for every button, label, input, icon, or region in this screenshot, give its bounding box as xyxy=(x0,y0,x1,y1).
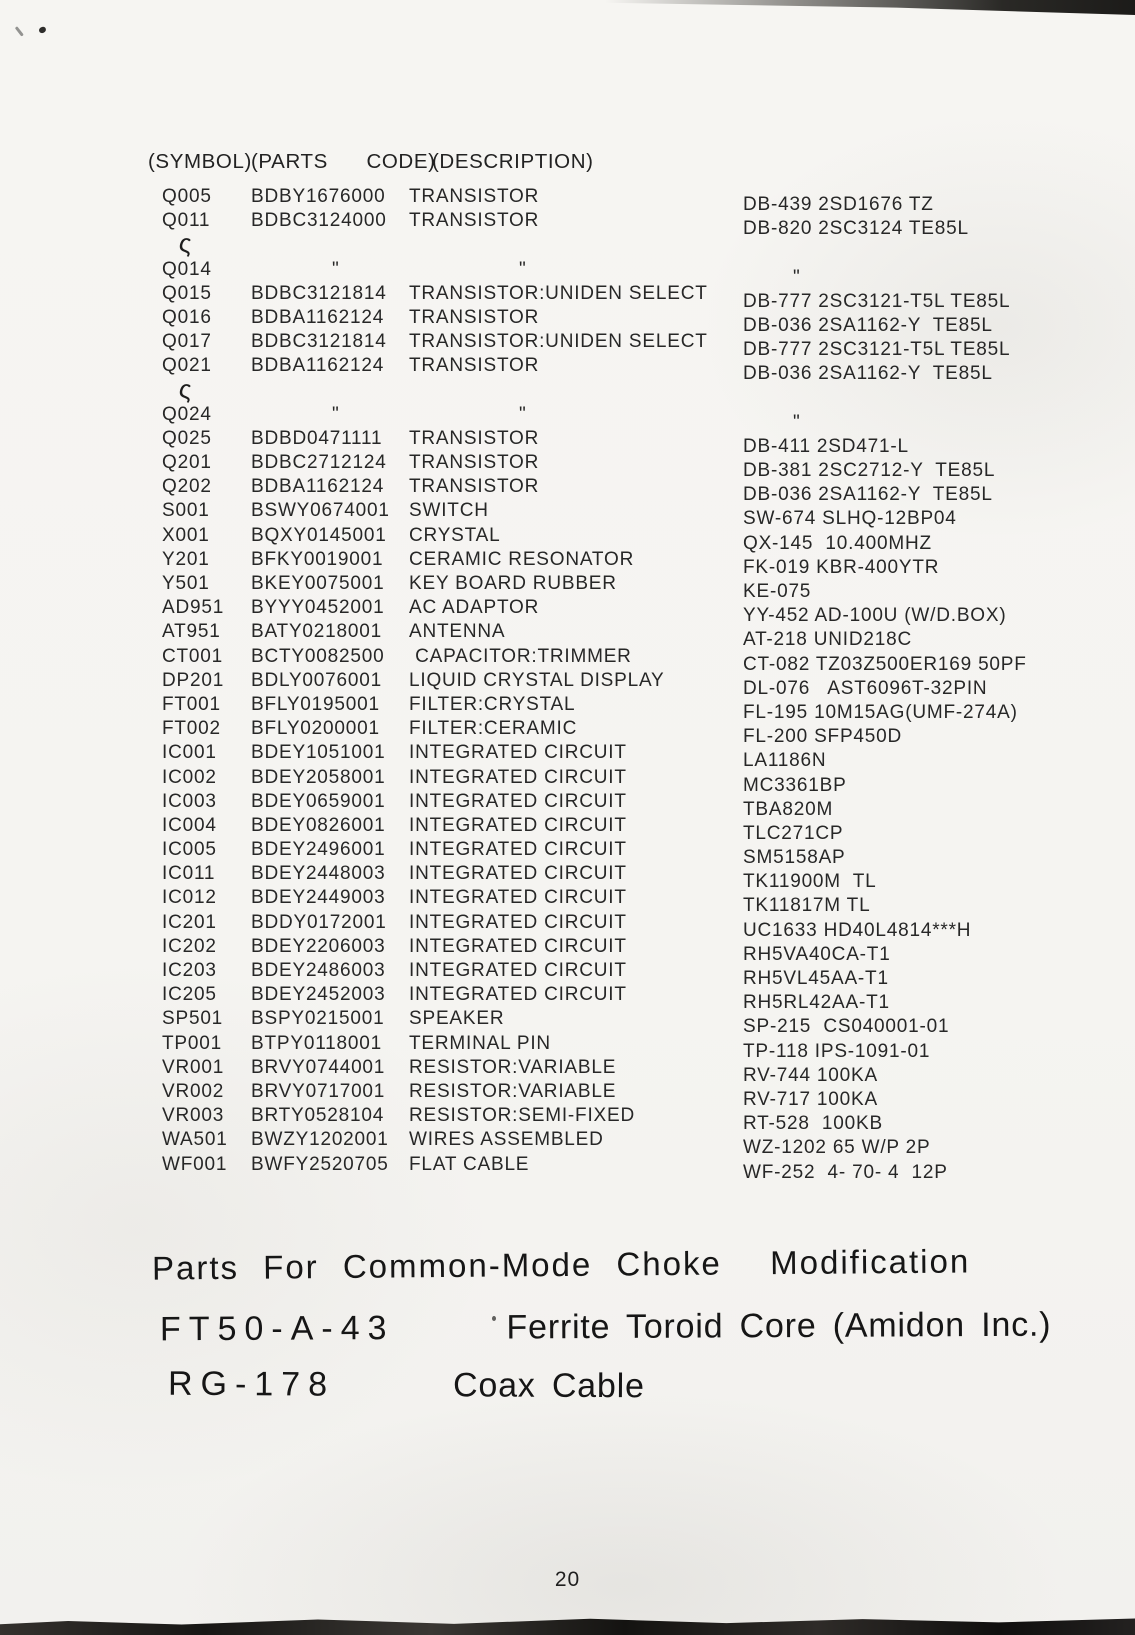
symbol-cell: TP001 xyxy=(162,1032,222,1054)
symbol-cell: IC012 xyxy=(162,887,217,909)
parts-code-cell: BTPY0118001 xyxy=(251,1032,382,1054)
info-cell: RH5VL45AA-T1 xyxy=(743,968,889,989)
symbol-cell: IC003 xyxy=(162,790,217,812)
info-cell: " xyxy=(793,411,801,433)
table-row xyxy=(0,1129,1135,1159)
info-cell: TK11817M TL xyxy=(743,895,871,917)
description-cell: INTEGRATED CIRCUIT xyxy=(409,960,627,981)
parts-code-cell: BDEY2058001 xyxy=(251,766,386,788)
symbol-cell: IC205 xyxy=(162,984,217,1006)
header-description: (DESCRIPTION) xyxy=(432,150,594,173)
description-cell: INTEGRATED CIRCUIT xyxy=(409,984,627,1006)
symbol-cell: Q202 xyxy=(162,476,212,498)
table-row xyxy=(0,960,1135,989)
symbol-cell: IC002 xyxy=(162,766,217,788)
parts-code-cell: BRVY0717001 xyxy=(251,1080,386,1102)
description-cell: FLAT CABLE xyxy=(409,1153,530,1175)
table-row xyxy=(0,742,1135,772)
symbol-cell: DP201 xyxy=(162,669,225,691)
symbol-cell: FT001 xyxy=(162,693,221,715)
description-cell: INTEGRATED CIRCUIT xyxy=(409,911,627,933)
description-cell: TERMINAL PIN xyxy=(409,1032,551,1054)
table-row xyxy=(0,839,1135,869)
symbol-cell: Q017 xyxy=(162,331,212,353)
info-cell: DL-076 AST6096T-32PIN xyxy=(743,677,988,699)
table-row xyxy=(0,186,1135,215)
info-cell: TP-118 IPS-1091-01 xyxy=(743,1040,931,1062)
description-cell: INTEGRATED CIRCUIT xyxy=(409,839,627,861)
header-symbol: (SYMBOL) xyxy=(148,150,252,173)
info-cell: AT-218 UNID218C xyxy=(743,629,912,651)
parts-code-cell: BDBC2712124 xyxy=(251,452,387,474)
info-cell: FL-200 SFP450D xyxy=(743,726,903,748)
table-row xyxy=(0,1153,1135,1183)
scan-artifact-top-streak xyxy=(605,0,1135,17)
parts-code-cell: " xyxy=(332,258,340,280)
table-row xyxy=(0,282,1135,312)
parts-code-cell: BYYY0452001 xyxy=(251,597,385,619)
info-cell: RH5RL42AA-T1 xyxy=(743,992,890,1014)
table-row xyxy=(0,1080,1135,1110)
parts-code-cell: BDEY1051001 xyxy=(251,742,386,764)
symbol-cell: WA501 xyxy=(162,1129,228,1151)
symbol-cell: AT951 xyxy=(162,621,221,643)
symbol-cell: FT002 xyxy=(162,718,221,740)
symbol-cell: Q024 xyxy=(162,403,212,425)
description-cell: TRANSISTOR xyxy=(409,355,540,377)
table-column-header xyxy=(0,150,1135,176)
header-parts-code: (PARTS CODE) xyxy=(251,150,436,173)
table-row xyxy=(0,548,1135,578)
table-row xyxy=(0,210,1135,240)
symbol-cell: Q201 xyxy=(162,452,212,474)
description-cell: INTEGRATED CIRCUIT xyxy=(409,790,627,812)
description-cell: INTEGRATED CIRCUIT xyxy=(409,742,627,764)
description-cell: RESISTOR:SEMI-FIXED xyxy=(409,1105,635,1127)
info-cell: WZ-1202 65 W/P 2P xyxy=(743,1137,931,1159)
description-cell: TRANSISTOR:UNIDEN SELECT xyxy=(409,282,708,304)
description-cell: CAPACITOR:TRIMMER xyxy=(409,645,632,667)
info-cell: YY-452 AD-100U (W/D.BOX) xyxy=(743,605,1007,627)
parts-code-cell: BCTY0082500 xyxy=(251,645,385,667)
description-cell: AC ADAPTOR xyxy=(409,597,540,619)
symbol-cell: IC011 xyxy=(162,863,216,885)
description-cell: INTEGRATED CIRCUIT xyxy=(409,887,627,909)
table-row xyxy=(0,621,1135,651)
symbol-cell: IC004 xyxy=(162,814,217,836)
info-cell: UC1633 HD40L4814***H xyxy=(743,919,972,941)
description-cell: SWITCH xyxy=(409,500,489,522)
info-cell: " xyxy=(793,266,801,288)
table-row xyxy=(0,814,1135,844)
symbol-cell: Q005 xyxy=(162,186,212,207)
handwritten-note-ferrite xyxy=(160,1306,1052,1350)
info-cell: LA1186N xyxy=(743,750,827,772)
description-cell: TRANSISTOR:UNIDEN SELECT xyxy=(409,331,708,353)
info-cell: FK-019 KBR-400YTR xyxy=(743,556,940,578)
table-row xyxy=(0,331,1135,361)
table-row xyxy=(0,863,1135,893)
info-cell: KE-075 xyxy=(743,581,812,602)
parts-code-cell: BFLY0200001 xyxy=(251,718,380,740)
symbol-cell: CT001 xyxy=(162,645,224,667)
table-row xyxy=(0,427,1135,457)
info-cell: WF-252 4- 70- 4 12P xyxy=(743,1161,948,1183)
handwritten-ferrite-text: Ferrite Toroid Core (Amidon Inc.) xyxy=(506,1305,1052,1347)
parts-code-cell: BRVY0744001 xyxy=(251,1056,386,1078)
description-cell: " xyxy=(519,403,527,425)
symbol-cell: Q014 xyxy=(162,258,212,280)
parts-code-cell: BSPY0215001 xyxy=(251,1008,385,1030)
info-cell: TLC271CP xyxy=(743,822,844,844)
symbol-cell: AD951 xyxy=(162,597,225,619)
description-cell: TRANSISTOR xyxy=(409,210,540,232)
table-row xyxy=(0,718,1135,748)
table-row xyxy=(0,524,1135,554)
parts-code-cell: BWZY1202001 xyxy=(251,1129,389,1151)
info-cell: RT-528 100KB xyxy=(743,1113,883,1135)
info-cell: SW-674 SLHQ-12BP04 xyxy=(743,508,957,530)
table-row xyxy=(0,1105,1135,1135)
description-cell: INTEGRATED CIRCUIT xyxy=(409,766,627,788)
symbol-cell: WF001 xyxy=(162,1153,228,1175)
info-cell: DB-036 2SA1162-Y TE85L xyxy=(743,363,993,385)
symbol-cell: X001 xyxy=(162,524,210,546)
description-cell: ANTENNA xyxy=(409,621,506,643)
parts-code-cell: BDBY1676000 xyxy=(251,186,386,207)
info-cell: DB-036 2SA1162-Y TE85L xyxy=(743,314,993,336)
info-cell: RH5VA40CA-T1 xyxy=(743,943,891,965)
description-cell: INTEGRATED CIRCUIT xyxy=(409,863,627,885)
table-row xyxy=(0,1056,1135,1086)
symbol-cell: Q025 xyxy=(162,427,212,449)
description-cell: CRYSTAL xyxy=(409,524,501,546)
symbol-cell: Q016 xyxy=(162,306,212,328)
parts-code-cell: BWFY2520705 xyxy=(251,1153,389,1175)
table-row xyxy=(0,597,1135,627)
description-cell: TRANSISTOR xyxy=(409,452,540,474)
info-cell: CT-082 TZ03Z500ER169 50PF xyxy=(743,653,1027,675)
parts-code-cell: BDEY2486003 xyxy=(251,960,386,981)
description-cell: RESISTOR:VARIABLE xyxy=(409,1056,617,1078)
parts-code-cell: BDEY0659001 xyxy=(251,790,386,812)
description-cell: TRANSISTOR xyxy=(409,427,540,449)
parts-code-cell: BSWY0674001 xyxy=(251,500,390,522)
handwritten-note-coax xyxy=(168,1365,645,1406)
page-number: 20 xyxy=(554,1568,581,1591)
info-cell: SM5158AP xyxy=(743,847,846,869)
handwritten-part-rg178: RG-178 xyxy=(167,1364,336,1404)
symbol-cell: Q015 xyxy=(162,282,212,304)
info-cell: DB-777 2SC3121-T5L TE85L xyxy=(743,339,1011,361)
description-cell: LIQUID CRYSTAL DISPLAY xyxy=(409,669,665,691)
info-cell: DB-820 2SC3124 TE85L xyxy=(743,218,969,240)
symbol-cell: S001 xyxy=(162,500,210,522)
parts-code-cell: BFLY0195001 xyxy=(251,693,380,715)
info-cell: TK11900M TL xyxy=(743,871,877,893)
parts-code-cell: BATY0218001 xyxy=(251,621,382,643)
description-cell: RESISTOR:VARIABLE xyxy=(409,1080,617,1102)
symbol-cell: Y201 xyxy=(162,548,210,570)
table-row xyxy=(0,984,1135,1014)
description-cell: INTEGRATED CIRCUIT xyxy=(409,935,627,957)
parts-code-cell: BQXY0145001 xyxy=(251,524,387,546)
parts-code-cell: BDBC3124000 xyxy=(251,210,387,232)
symbol-cell: IC203 xyxy=(162,960,217,981)
table-row xyxy=(0,476,1135,506)
description-cell: INTEGRATED CIRCUIT xyxy=(409,814,627,836)
table-row xyxy=(0,573,1135,602)
info-cell: FL-195 10M15AG(UMF-274A) xyxy=(743,701,1018,723)
description-cell: FILTER:CRYSTAL xyxy=(409,693,576,715)
parts-code-cell: " xyxy=(332,403,340,425)
parts-code-cell: BDDY0172001 xyxy=(251,911,387,933)
range-squiggle-mark: ς xyxy=(177,227,194,259)
info-cell: DB-439 2SD1676 TZ xyxy=(743,194,934,215)
symbol-cell: IC202 xyxy=(162,935,217,957)
parts-code-cell: BDEY0826001 xyxy=(251,814,386,836)
range-squiggle-mark: ς xyxy=(177,372,194,405)
table-row xyxy=(0,355,1135,385)
parts-code-cell: BDBA1162124 xyxy=(251,355,385,377)
table-row xyxy=(0,935,1135,965)
handwritten-note-title: Parts For Common-Mode Choke Modification xyxy=(151,1242,971,1287)
handwritten-coax-text: Coax Cable xyxy=(452,1366,645,1406)
symbol-cell: IC001 xyxy=(162,742,217,764)
info-cell: RV-717 100KA xyxy=(743,1088,878,1110)
table-row xyxy=(0,306,1135,336)
parts-code-cell: BRTY0528104 xyxy=(251,1105,385,1127)
table-row xyxy=(0,1032,1135,1062)
info-cell: TBA820M xyxy=(743,798,834,820)
parts-code-cell: BKEY0075001 xyxy=(251,573,385,594)
ink-dot-mark xyxy=(492,1316,496,1321)
parts-code-cell: BDBD0471111 xyxy=(251,427,383,449)
info-cell: DB-036 2SA1162-Y TE85L xyxy=(743,484,993,506)
table-row xyxy=(0,911,1135,941)
table-row xyxy=(0,1008,1135,1038)
scan-artifact-bottom-band xyxy=(0,1617,1135,1635)
parts-code-cell: BDBC3121814 xyxy=(251,331,387,353)
symbol-cell: VR001 xyxy=(162,1056,225,1078)
handwritten-part-ft50: FT50-A-43 xyxy=(159,1309,395,1349)
table-row xyxy=(0,645,1135,675)
table-row xyxy=(0,452,1135,482)
parts-code-cell: BDEY2452003 xyxy=(251,984,386,1006)
parts-code-cell: BFKY0019001 xyxy=(251,548,384,570)
table-row xyxy=(0,500,1135,530)
symbol-cell: VR002 xyxy=(162,1080,225,1102)
table-row xyxy=(0,403,1135,433)
table-row xyxy=(0,766,1135,796)
table-row xyxy=(0,669,1135,699)
table-row xyxy=(0,887,1135,917)
handwritten-gap xyxy=(395,1339,507,1340)
parts-code-cell: BDLY0076001 xyxy=(251,669,382,691)
parts-code-cell: BDEY2449003 xyxy=(251,887,386,909)
info-cell: RV-744 100KA xyxy=(743,1064,878,1086)
pen-mark-tick xyxy=(15,26,24,36)
symbol-cell: Q021 xyxy=(162,355,212,377)
table-row xyxy=(0,258,1135,288)
parts-code-cell: BDEY2206003 xyxy=(251,935,386,957)
parts-code-cell: BDBA1162124 xyxy=(251,306,385,328)
description-cell: TRANSISTOR xyxy=(409,186,540,207)
handwritten-gap xyxy=(335,1396,453,1397)
description-cell: CERAMIC RESONATOR xyxy=(409,548,635,570)
symbol-cell: IC201 xyxy=(162,911,217,933)
parts-code-cell: BDEY2448003 xyxy=(251,863,386,885)
info-cell: DB-411 2SD471-L xyxy=(743,435,909,457)
description-cell: " xyxy=(519,258,527,280)
info-cell: SP-215 CS040001-01 xyxy=(743,1016,950,1038)
info-cell: DB-381 2SC2712-Y TE85L xyxy=(743,460,996,482)
parts-code-cell: BDBC3121814 xyxy=(251,282,387,304)
table-row xyxy=(0,790,1135,820)
info-cell: DB-777 2SC3121-T5L TE85L xyxy=(743,290,1011,312)
info-cell: MC3361BP xyxy=(743,774,847,796)
symbol-cell: Q011 xyxy=(162,210,211,232)
pen-mark-dot xyxy=(38,26,47,34)
parts-table-body xyxy=(0,186,1135,1183)
symbol-cell: IC005 xyxy=(162,839,217,861)
description-cell: TRANSISTOR xyxy=(409,306,540,328)
description-cell: FILTER:CERAMIC xyxy=(409,718,578,740)
symbol-cell: SP501 xyxy=(162,1008,224,1030)
symbol-cell: Y501 xyxy=(162,573,210,594)
symbol-cell: VR003 xyxy=(162,1105,225,1127)
parts-code-cell: BDEY2496001 xyxy=(251,839,386,861)
parts-code-cell: BDBA1162124 xyxy=(251,476,385,498)
info-cell: QX-145 10.400MHZ xyxy=(743,532,932,554)
description-cell: KEY BOARD RUBBER xyxy=(409,573,617,594)
table-row xyxy=(0,693,1135,723)
description-cell: SPEAKER xyxy=(409,1008,505,1030)
description-cell: WIRES ASSEMBLED xyxy=(409,1129,604,1151)
description-cell: TRANSISTOR xyxy=(409,476,540,498)
